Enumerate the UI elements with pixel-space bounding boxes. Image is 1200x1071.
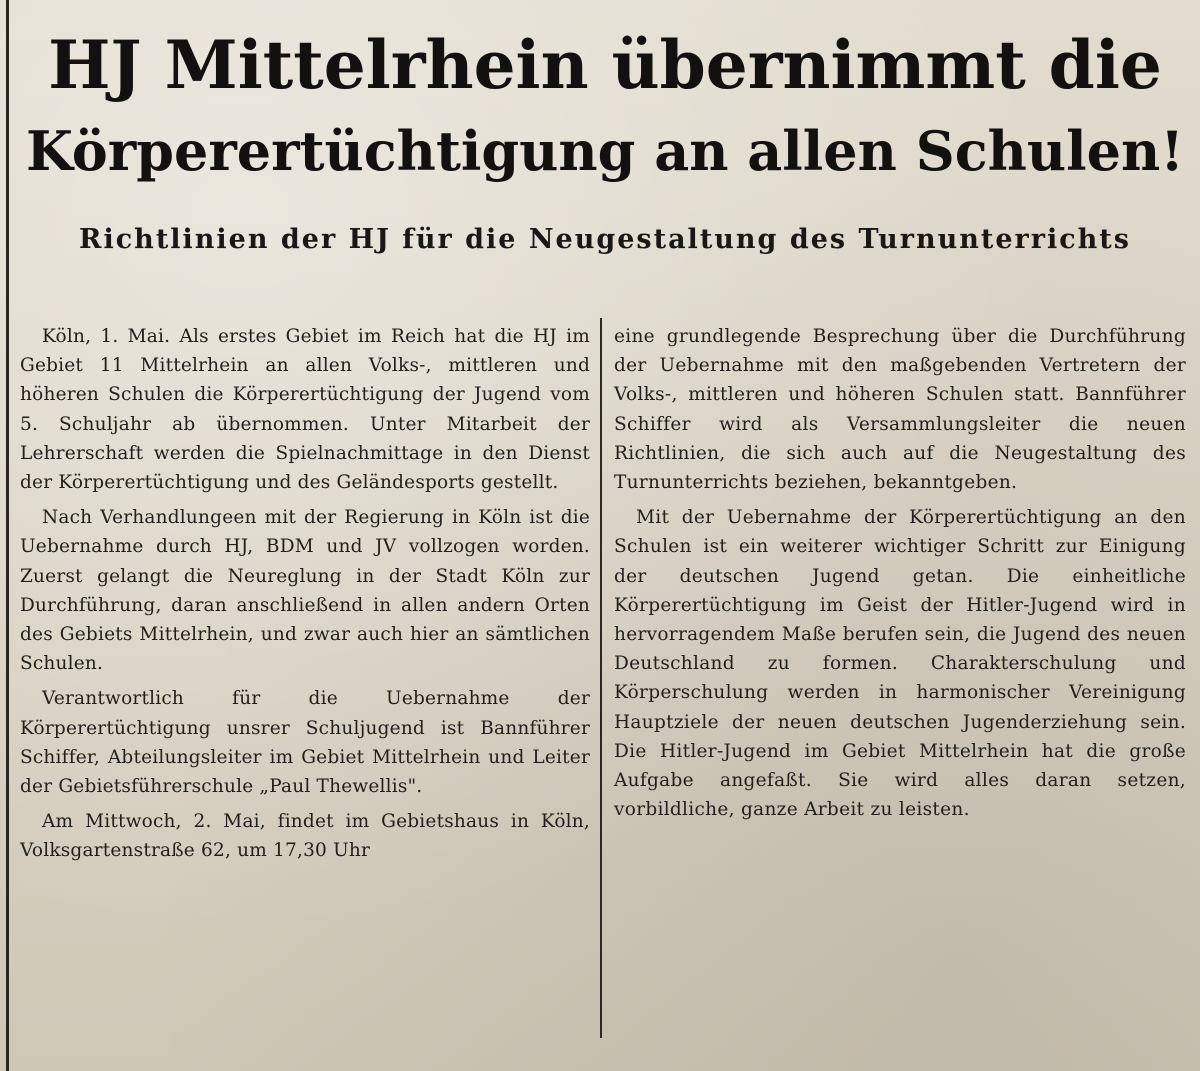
subheadline: Richtlinien der HJ für die Neugestaltung des Turnunterrichts xyxy=(79,224,1131,255)
headline-line-2: Körperertüchtigung an allen Schulen! xyxy=(26,119,1184,183)
headline-line-1: HJ Mittelrhein übernimmt die xyxy=(48,26,1162,104)
article-column-left xyxy=(20,322,590,872)
paragraph-meeting-continued: eine grundlegende Besprechung über die Durchführung der Uebernahme mit den maßgebenden Vertretern der Volks-, mittleren und höheren Schulen statt. Bannführer Schiffer wird als Versammlungsleiter die neuen Richtlinien, die sich auch auf die Neugestaltung des Turnunterrichts beziehen, bekanntgeben. xyxy=(614,326,1186,494)
column-divider xyxy=(600,318,602,1038)
article-column-right xyxy=(614,322,1186,830)
headline xyxy=(20,22,1190,194)
left-border-rule xyxy=(6,0,9,1071)
paragraph-dateline: Köln, 1. Mai. Als erstes Gebiet im Reich hat die HJ im Gebiet 11 Mittelrhein an allen Volks-, mittleren und höheren Schulen die Körperertüchtigung der Jugend vom 5. Schuljahr ab übernommen. Unter Mitarbeit der Lehrerschaft werden die Spielnachmittage in den Dienst der Körperertüchtigung und des Geländesports gestellt. xyxy=(20,326,590,494)
paragraph-responsible: Verantwortlich für die Uebernahme der Körperertüchtigung unsrer Schuljugend ist Bannführer Schiffer, Abteilungsleiter im Gebiet Mittelrhein und Leiter der Gebietsführerschule „Paul Thewellis". xyxy=(20,688,590,798)
paragraph-meeting: Am Mittwoch, 2. Mai, findet im Gebietshaus in Köln, Volksgartenstraße 62, um 17,30 Uhr xyxy=(20,811,590,862)
paragraph-negotiations: Nach Verhandlungeen mit der Regierung in Köln ist die Uebernahme durch HJ, BDM und JV vollzogen worden. Zuerst gelangt die Neureglung in der Stadt Köln zur Durchführung, daran anschließend in allen andern Orten des Gebiets Mittelrhein, und zwar auch hier an sämtlichen Schulen. xyxy=(20,507,590,675)
paragraph-unification: Mit der Uebernahme der Körperertüchtigung an den Schulen ist ein weiterer wichtiger Schritt zur Einigung der deutschen Jugend getan. Die einheitliche Körperertüchtigung im Geist der Hitler-Jugend wird in hervorragendem Maße berufen sein, die Jugend des neuen Deutschland zu formen. Charakterschulung und Körperschulung werden in harmonischer Vereinigung Hauptziele der neuen deutschen Jugenderziehung sein. Die Hitler-Jugend im Gebiet Mittelrhein hat die große Aufgabe angefaßt. Sie wird alles daran setzen, vorbildliche, ganze Arbeit zu leisten. xyxy=(614,507,1186,821)
